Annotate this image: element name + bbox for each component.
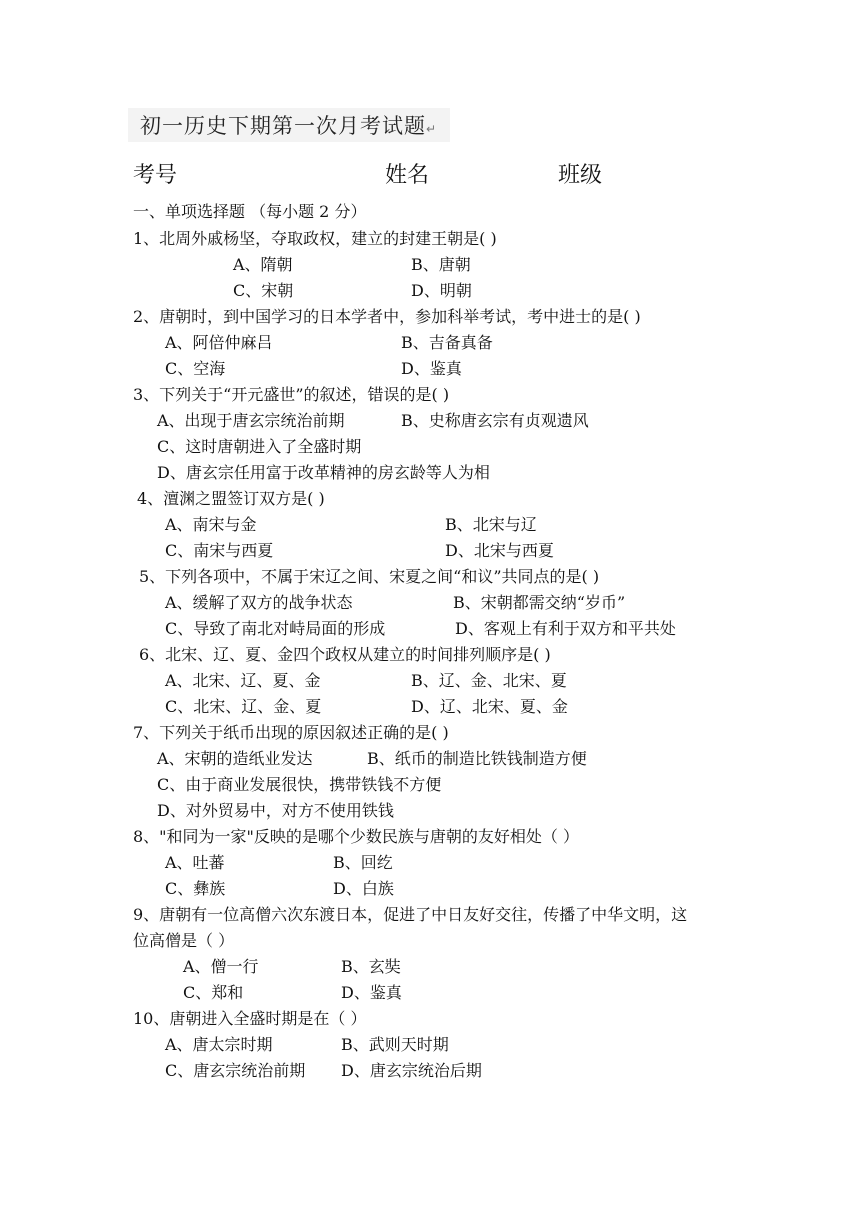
q2-option-a: A、阿倍仲麻吕	[165, 333, 273, 352]
name-label: 姓名	[385, 163, 430, 188]
question-5: 5、下列各项中，不属于宋辽之间、宋夏之间“和议”共同点的是( )	[139, 567, 600, 586]
q6-option-a: A、北宋、辽、夏、金	[165, 671, 321, 690]
q2-option-d: D、鉴真	[401, 359, 462, 378]
q3-option-c: C、这时唐朝进入了全盛时期	[157, 437, 362, 456]
q8-option-d: D、白族	[333, 879, 394, 898]
question-8: 8、"和同为一家"反映的是哪个少数民族与唐朝的友好相处（ ）	[133, 827, 579, 846]
question-1: 1、北周外戚杨坚，夺取政权，建立的封建王朝是( )	[133, 229, 497, 248]
q9-option-a: A、僧一行	[183, 957, 259, 976]
q3-option-b: B、史称唐玄宗有贞观遗风	[401, 411, 589, 430]
q6-option-c: C、北宋、辽、金、夏	[165, 697, 322, 716]
q5-option-c: C、导致了南北对峙局面的形成	[165, 619, 386, 638]
q1-option-c: C、宋朝	[233, 281, 294, 300]
section-heading: 一、单项选择题 （每小题 2 分）	[133, 202, 367, 221]
q2-option-c: C、空海	[165, 359, 226, 378]
q4-option-d: D、北宋与西夏	[445, 541, 554, 560]
q10-option-c: C、唐玄宗统治前期	[165, 1061, 306, 1080]
q9-option-b: B、玄奘	[341, 957, 401, 976]
q4-option-c: C、南宋与西夏	[165, 541, 274, 560]
question-3: 3、下列关于“开元盛世”的叙述，错误的是( )	[133, 385, 450, 404]
q8-option-b: B、回纥	[333, 853, 393, 872]
q4-option-b: B、北宋与辽	[445, 515, 537, 534]
q10-option-a: A、唐太宗时期	[165, 1035, 273, 1054]
q1-option-a: A、隋朝	[233, 255, 293, 274]
q7-option-a: A、宋朝的造纸业发达	[157, 749, 313, 768]
question-2: 2、唐朝时，到中国学习的日本学者中，参加科举考试，考中进士的是( )	[133, 307, 641, 326]
q4-option-a: A、南宋与金	[165, 515, 257, 534]
q3-option-d: D、唐玄宗任用富于改革精神的房玄龄等人为相	[157, 463, 490, 482]
question-7: 7、下列关于纸币出现的原因叙述正确的是( )	[133, 723, 449, 742]
question-9-cont: 位高僧是（ ）	[133, 931, 235, 950]
q7-option-b: B、纸币的制造比铁钱制造方便	[367, 749, 587, 768]
exam-title	[140, 110, 437, 140]
q10-option-b: B、武则天时期	[341, 1035, 449, 1054]
q2-option-b: B、吉备真备	[401, 333, 493, 352]
question-4: 4、澶渊之盟签订双方是( )	[137, 489, 325, 508]
q7-option-d: D、对外贸易中，对方不使用铁钱	[157, 801, 394, 820]
q8-option-c: C、彝族	[165, 879, 226, 898]
question-6: 6、北宋、辽、夏、金四个政权从建立的时间排列顺序是( )	[139, 645, 551, 664]
q6-option-b: B、辽、金、北宋、夏	[411, 671, 567, 690]
q7-option-c: C、由于商业发展很快，携带铁钱不方便	[157, 775, 442, 794]
exam-number-label: 考号	[133, 163, 178, 188]
q8-option-a: A、吐蕃	[165, 853, 225, 872]
q5-option-d: D、客观上有利于双方和平共处	[455, 619, 676, 638]
q1-option-b: B、唐朝	[411, 255, 471, 274]
q6-option-d: D、辽、北宋、夏、金	[411, 697, 568, 716]
class-label: 班级	[558, 163, 603, 188]
paragraph-mark-icon: ↵	[426, 122, 438, 136]
title-text: 初一历史下期第一次月考试题	[140, 114, 426, 138]
question-9: 9、唐朝有一位高僧六次东渡日本，促进了中日友好交往，传播了中华文明，这	[133, 905, 688, 924]
q5-option-b: B、宋朝都需交纳“岁币”	[453, 593, 626, 612]
q5-option-a: A、缓解了双方的战争状态	[165, 593, 353, 612]
q10-option-d: D、唐玄宗统治后期	[341, 1061, 482, 1080]
q3-option-a: A、出现于唐玄宗统治前期	[157, 411, 345, 430]
q9-option-d: D、鉴真	[341, 983, 402, 1002]
q9-option-c: C、郑和	[183, 983, 244, 1002]
question-10: 10、唐朝进入全盛时期是在（ ）	[133, 1009, 367, 1028]
q1-option-d: D、明朝	[411, 281, 472, 300]
